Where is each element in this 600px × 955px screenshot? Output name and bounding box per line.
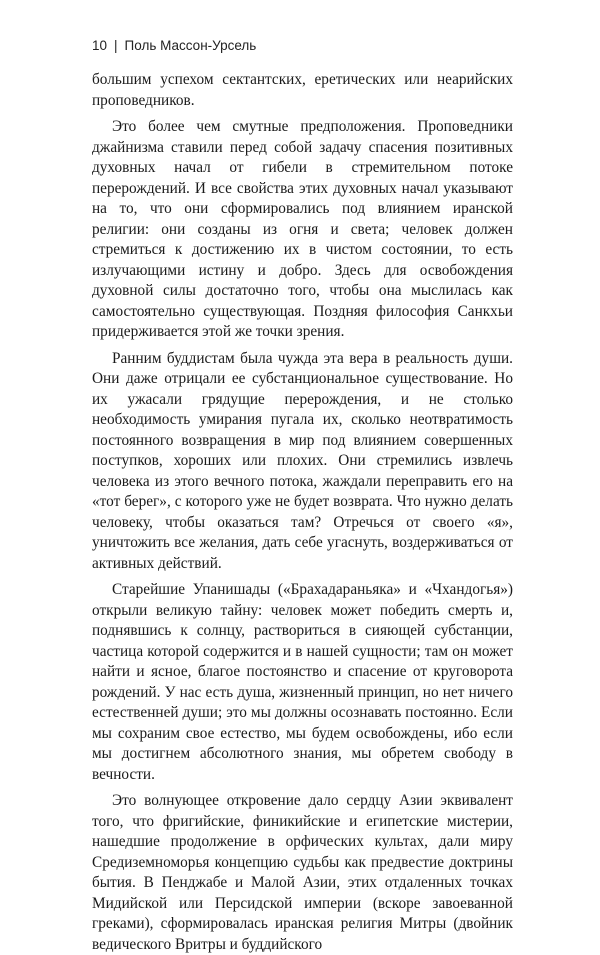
paragraph: Это более чем смутные предположения. Проповедники джайнизма ставили перед собой задачу спасения позитивных духовных начал от гибели в стремительном потоке перерождений. И все свойства этих духовных начал указывают на то, что они сформировались под влиянием иранской религии: они созданы из огня и света; человек должен стремиться к достижению их в чистом состоянии, то есть излучающими истину и добро. Здесь для освобождения духовной силы достаточно того, чтобы она мыслилась как самостоятельно существующая. Поздняя философия Санкхьи придерживается этой же точки зрения. (92, 118, 513, 340)
body-text (92, 70, 513, 955)
paragraph: Старейшие Упанишады («Брахадараньяка» и «Чхандогья») открыли великую тайну: человек может победить смерть и, поднявшись к солнцу, раствориться в сияющей субстанции, частица которой содержится и в нашей сущности; там он может найти и ясное, благое постоянство и спасение от круговорота рождений. У нас есть душа, жизненный принцип, но нет ничего естественней души; это мы должны осознавать постоянно. Если мы сохраним свое естество, мы будем освобождены, ибо если мы достигнем абсолютного знания, мы обретем свободу в вечности. (92, 581, 513, 783)
paragraph: Ранним буддистам была чужда эта вера в реальность души. Они даже отрицали ее субстанциональное существование. Но их ужасали грядущие перерождения, и не столько необходимость умирания пугала их, сколько неотвратимость постоянного возвращения в мир под влиянием совершенных поступков, хороших или плохих. Они стремились извлечь человека из этого вечного потока, жаждали переправить его на «тот берег», с которого уже не будет возврата. Что нужно делать человеку, чтобы оказаться там? Отречься от своего «я», уничтожить все желания, дать себе угаснуть, воздерживаться от активных действий. (92, 349, 513, 572)
paragraph: Это волнующее откровение дало сердцу Азии эквивалент того, что фригийские, финикийские и египетские мистерии, нашедшие продолжение в орфических культах, дали миру Средиземноморья концепцию судьбы как предвестие доктрины бытия. В Пенджабе и Малой Азии, этих отдаленных точках Мидийской или Персидской империи (вскоре завоеванной греками), сформировалась иранская религия Митры (двойник ведического Вритры и буддийского (92, 792, 513, 953)
header-separator: | (114, 38, 118, 53)
page-number: 10 (92, 38, 108, 53)
running-header (92, 38, 256, 53)
paragraph-continued: большим успехом сектантских, еретических или неарийских проповедников. (92, 71, 513, 109)
running-title: Поль Массон-Урсель (124, 38, 257, 53)
